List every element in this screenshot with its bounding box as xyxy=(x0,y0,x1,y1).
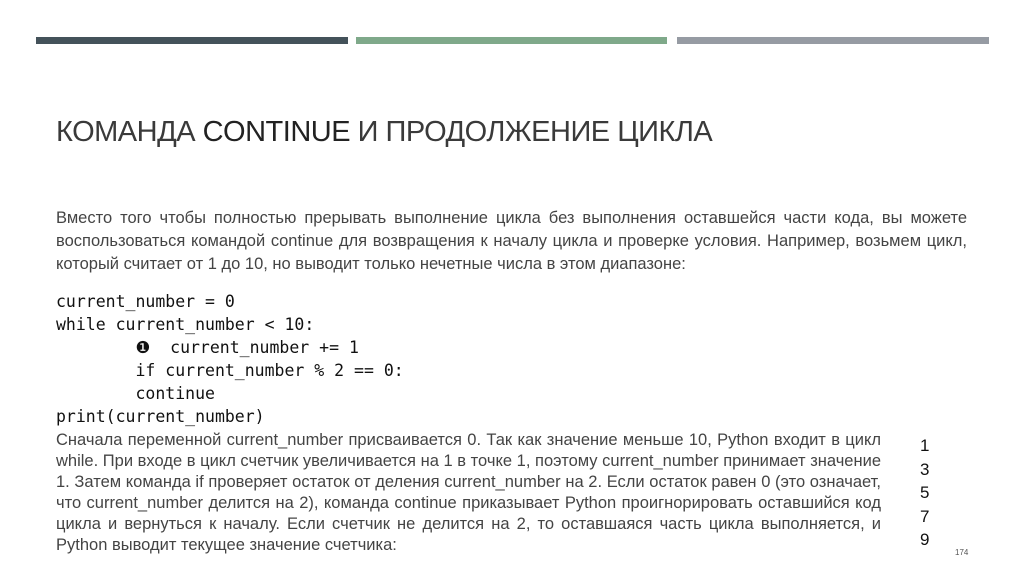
code-line: print(current_number) xyxy=(56,407,265,426)
page-number: 174 xyxy=(955,548,969,557)
header-bar-green xyxy=(356,37,667,44)
title-part2: И ПРОДОЛЖЕНИЕ ЦИКЛА xyxy=(350,116,713,148)
explanation-paragraph: Сначала переменной current_number присваивается 0. Так как значение меньше 10, Python входит в цикл while. При входе в цикл счетчик увеличивается на 1 в точке 1, поэтому current_number принимает значение 1. Затем команда if проверяет остаток от деления current_number на 2. Если остаток равен 0 (это означает, что current_number делится на 2), команда continue приказывает Python проигнорировать оставшийся код цикла и вернуться к началу. Если счетчик не делится на 2, то оставшаяся часть цикла выполняется, и Python выводит текущее значение счетчика: xyxy=(56,431,881,554)
intro-paragraph: Вместо того чтобы полностью прерывать выполнение цикла без выполнения оставшейся части кода, вы можете воспользоваться командой continue для возвращения к началу цикла и проверке условия. Например, возьмем цикл, который считает от 1 до 10, но выводит только нечетные числа в этом диапазоне: xyxy=(56,209,967,273)
output-line: 3 xyxy=(920,459,930,479)
title-part1: КОМАНДА xyxy=(56,116,203,148)
title-keyword: CONTINUE xyxy=(202,116,351,148)
code-block xyxy=(56,290,404,428)
output-line: 7 xyxy=(920,506,930,526)
slide-title xyxy=(56,116,712,149)
code-line: if current_number % 2 == 0: xyxy=(56,361,404,380)
code-line: while current_number < 10: xyxy=(56,315,315,334)
code-line: current_number = 0 xyxy=(56,292,235,311)
output-line: 9 xyxy=(920,530,930,549)
header-bar-dark xyxy=(36,37,348,44)
program-output xyxy=(920,434,929,552)
output-line: 1 xyxy=(920,436,930,455)
output-line: 5 xyxy=(920,483,930,502)
code-line: continue xyxy=(56,384,215,403)
header-bar-gray xyxy=(677,37,989,44)
code-line: ❶ current_number += 1 xyxy=(56,338,359,357)
